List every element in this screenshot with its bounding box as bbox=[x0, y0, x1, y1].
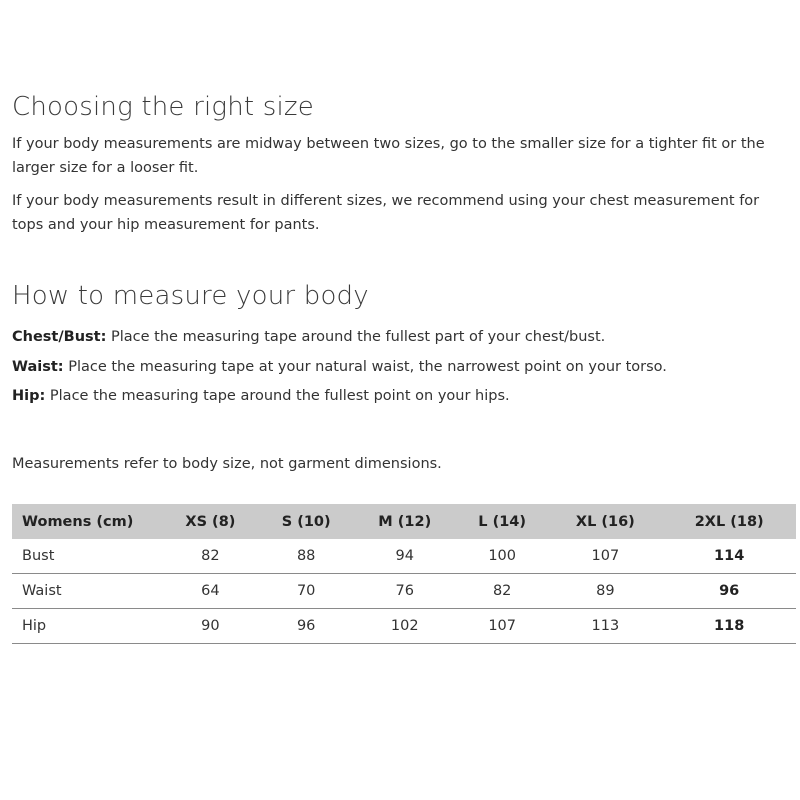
table-cell: 100 bbox=[456, 539, 548, 574]
table-row bbox=[12, 539, 796, 574]
measure-text: Place the measuring tape at your natural waist, the narrowest point on your torso. bbox=[63, 359, 667, 375]
header-cell: M (12) bbox=[354, 504, 456, 539]
row-label: Hip bbox=[12, 609, 162, 644]
table-row bbox=[12, 574, 796, 609]
how-to-measure-heading: How to measure your body bbox=[12, 281, 369, 311]
measure-text: Place the measuring tape around the fullest part of your chest/bust. bbox=[106, 329, 606, 345]
table-cell: 114 bbox=[662, 539, 796, 574]
table-cell: 76 bbox=[354, 574, 456, 609]
measure-item-hip bbox=[12, 384, 510, 408]
table-cell: 64 bbox=[162, 574, 259, 609]
measure-item-waist bbox=[12, 355, 667, 379]
header-cell: 2XL (18) bbox=[662, 504, 796, 539]
table-cell: 88 bbox=[259, 539, 354, 574]
table-cell: 94 bbox=[354, 539, 456, 574]
choosing-size-heading: Choosing the right size bbox=[12, 92, 314, 122]
size-chart-table bbox=[12, 504, 796, 644]
midway-sizes-paragraph: If your body measurements are midway between two sizes, go to the smaller size for a tighter fit or the larger size for a looser fit. bbox=[12, 136, 765, 176]
row-label: Waist bbox=[12, 574, 162, 609]
table-cell: 90 bbox=[162, 609, 259, 644]
table-row bbox=[12, 609, 796, 644]
measure-label: Waist: bbox=[12, 359, 64, 375]
size-guide-page bbox=[12, 0, 796, 800]
header-cell: XL (16) bbox=[548, 504, 662, 539]
table-cell: 70 bbox=[259, 574, 354, 609]
table-cell: 82 bbox=[456, 574, 548, 609]
measure-label: Chest/Bust: bbox=[12, 329, 107, 345]
measure-label: Hip: bbox=[12, 388, 46, 404]
table-cell: 82 bbox=[162, 539, 259, 574]
measurement-note: Measurements refer to body size, not garment dimensions. bbox=[12, 456, 442, 472]
header-cell: S (10) bbox=[259, 504, 354, 539]
table-cell: 107 bbox=[456, 609, 548, 644]
measure-text: Place the measuring tape around the fullest point on your hips. bbox=[45, 388, 510, 404]
table-cell: 102 bbox=[354, 609, 456, 644]
table-cell: 96 bbox=[662, 574, 796, 609]
table-cell: 89 bbox=[548, 574, 662, 609]
table-cell: 118 bbox=[662, 609, 796, 644]
measure-item-chest bbox=[12, 325, 605, 349]
row-label: Bust bbox=[12, 539, 162, 574]
table-cell: 113 bbox=[548, 609, 662, 644]
table-cell: 107 bbox=[548, 539, 662, 574]
different-sizes-paragraph: If your body measurements result in different sizes, we recommend using your chest measurement for tops and your hip measurement for pants. bbox=[12, 193, 760, 233]
table-header-row bbox=[12, 504, 796, 539]
header-cell: XS (8) bbox=[162, 504, 259, 539]
header-cell: Womens (cm) bbox=[12, 504, 162, 539]
header-cell: L (14) bbox=[456, 504, 548, 539]
table-cell: 96 bbox=[259, 609, 354, 644]
